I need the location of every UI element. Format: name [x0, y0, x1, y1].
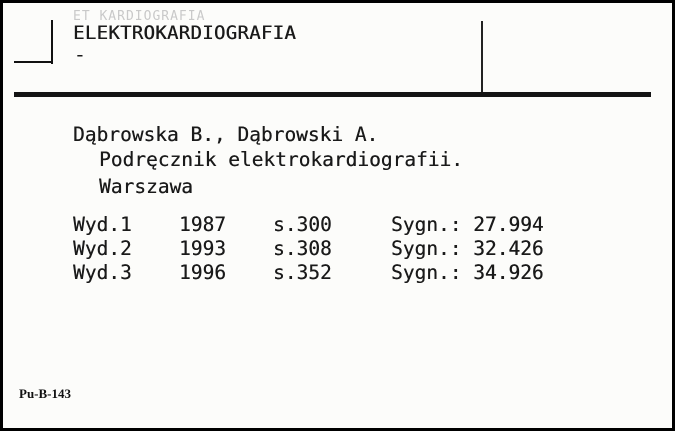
edition-label: Wyd.3 — [73, 261, 132, 284]
catalog-card — [3, 3, 672, 428]
edition-label: Wyd.1 — [73, 213, 132, 236]
edition-pages: s.300 — [273, 213, 332, 236]
subject-heading-dash: - — [74, 44, 86, 66]
corner-mark-horizontal — [14, 61, 53, 63]
edition-label: Wyd.2 — [73, 237, 132, 260]
edition-pages: s.308 — [273, 237, 332, 260]
edition-pages: s.352 — [273, 261, 332, 284]
book-title: Podręcznik elektrokardiografii. — [99, 148, 463, 171]
edition-signature: Sygn.: 32.426 — [391, 237, 544, 260]
edition-year: 1993 — [179, 237, 226, 260]
author-line: Dąbrowska B., Dąbrowski A. — [73, 123, 379, 146]
corner-mark-vertical — [51, 20, 53, 64]
edition-year: 1996 — [179, 261, 226, 284]
edition-signature: Sygn.: 27.994 — [391, 213, 544, 236]
edition-row — [73, 261, 593, 285]
heading-vertical-divider — [481, 21, 483, 93]
subject-heading: ELEKTROKARDIOGRAFIA — [73, 22, 297, 44]
edition-row — [73, 237, 593, 261]
publication-place: Warszawa — [99, 175, 193, 198]
edition-year: 1987 — [179, 213, 226, 236]
edition-row — [73, 213, 593, 237]
heading-horizontal-rule — [14, 92, 651, 97]
edition-signature: Sygn.: 34.926 — [391, 261, 544, 284]
faint-heading-impression: ET KARDIOGRAFIA — [73, 9, 206, 24]
library-code: Pu-B-143 — [19, 386, 71, 401]
